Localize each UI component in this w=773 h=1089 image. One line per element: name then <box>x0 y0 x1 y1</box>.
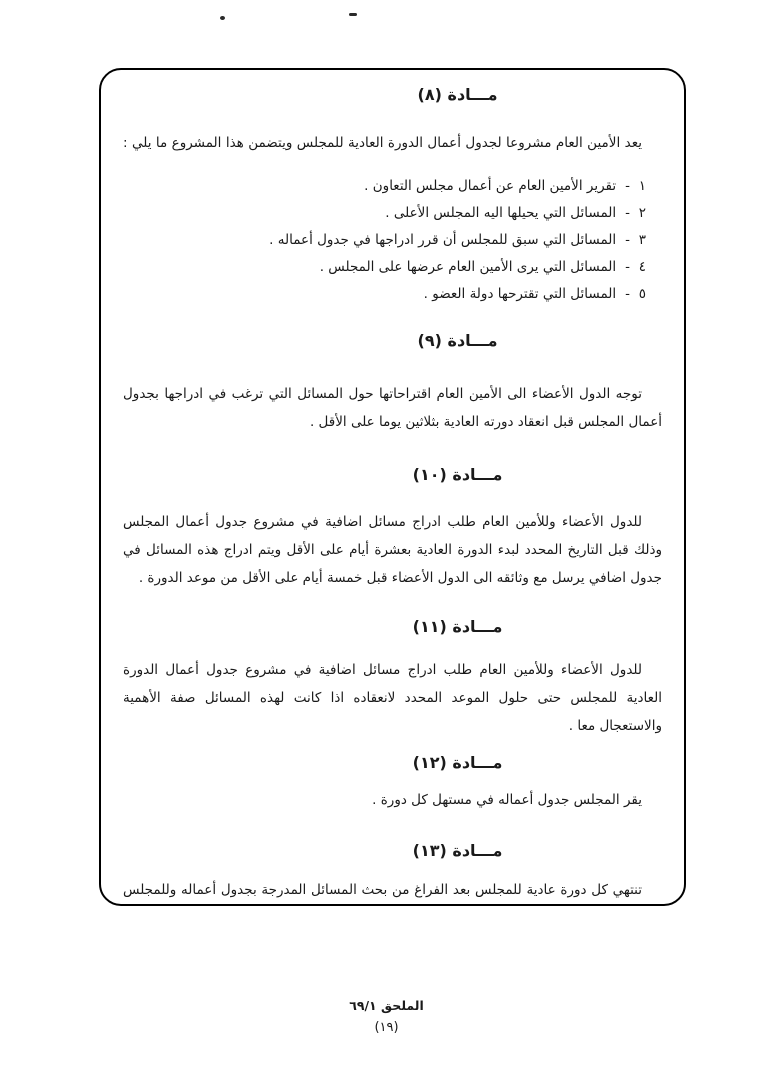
article-10-heading: مـــادة (١٠) <box>412 465 503 484</box>
article-9-body <box>123 380 662 436</box>
item-dash: - <box>625 232 630 248</box>
list-item-4 <box>123 254 646 281</box>
article-12-body <box>123 786 662 814</box>
item-text: المسائل التي تقترحها دولة العضو . <box>423 286 617 302</box>
item-text: المسائل التي سبق للمجلس أن قرر ادراجها في جدول أعماله . <box>269 232 617 248</box>
article-13-heading: مـــادة (١٣) <box>412 841 503 860</box>
item-number: ٤ <box>638 259 646 275</box>
item-text: تقرير الأمين العام عن أعمال مجلس التعاون . <box>364 178 617 194</box>
item-number: ٢ <box>638 205 646 221</box>
article-11-body <box>123 656 662 740</box>
article-8-intro: يعد الأمين العام مشروعا لجدول أعمال الدورة العادية للمجلس ويتضمن هذا المشروع ما يلي : <box>123 135 642 151</box>
list-item-1 <box>123 173 646 200</box>
article-10-line-2: وذلك قبل التاريخ المحدد لبدء الدورة العادية بعشرة أيام على الأقل ويتم ادراج هذه المسائل في <box>123 542 662 558</box>
article-10-line-1: للدول الأعضاء وللأمين العام طلب ادراج مسائل اضافية في مشروع جدول أعمال المجلس <box>123 514 642 530</box>
scan-artifact <box>220 16 225 20</box>
article-13-body <box>123 876 662 904</box>
item-number: ٥ <box>638 286 646 302</box>
list-item-2 <box>123 200 646 227</box>
item-dash: - <box>625 259 630 275</box>
item-text: المسائل التي يحيلها اليه المجلس الأعلى . <box>385 205 617 221</box>
article-11-line-1: للدول الأعضاء وللأمين العام طلب ادراج مسائل اضافية في مشروع جدول أعمال الدورة <box>123 662 642 678</box>
article-9-line-2: أعمال المجلس قبل انعقاد دورته العادية بثلاثين يوما على الأقل . <box>309 414 662 430</box>
article-11-line-2: العادية للمجلس حتى حلول الموعد المحدد لانعقاده اذا كانت لهذه المسائل صفة الأهمية <box>123 690 662 706</box>
appendix-reference: الملحق ٦٩/١ <box>349 998 424 1013</box>
article-10-body <box>123 508 662 592</box>
item-dash: - <box>625 286 630 302</box>
article-9-line-1: توجه الدول الأعضاء الى الأمين العام اقتراحاتها حول المسائل التي ترغب في ادراجها بجدول <box>123 386 642 402</box>
article-12-line-1: يقر المجلس جدول أعماله في مستهل كل دورة . <box>372 792 642 808</box>
page-number: (١٩) <box>374 1020 399 1035</box>
item-dash: - <box>625 178 630 194</box>
item-number: ٣ <box>638 232 646 248</box>
article-8-heading: مـــادة (٨) <box>417 85 498 104</box>
list-item-5 <box>123 281 646 308</box>
item-dash: - <box>625 205 630 221</box>
list-item-3 <box>123 227 646 254</box>
article-12-heading: مـــادة (١٢) <box>412 753 503 772</box>
item-number: ١ <box>638 178 646 194</box>
article-11-line-3: والاستعجال معا . <box>568 718 662 734</box>
article-13-line-1: تنتهي كل دورة عادية للمجلس بعد الفراغ من بحث المسائل المدرجة بجدول أعماله وللمجلس <box>123 882 642 898</box>
scan-artifact <box>349 13 357 16</box>
article-11-heading: مـــادة (١١) <box>412 617 503 636</box>
document-border-frame <box>99 68 686 906</box>
item-text: المسائل التي يرى الأمين العام عرضها على المجلس . <box>319 259 617 275</box>
article-9-heading: مـــادة (٩) <box>417 331 498 350</box>
article-10-line-3: جدول اضافي يرسل مع وثائقه الى الدول الأعضاء قبل خمسة أيام على الأقل من موعد الدورة . <box>138 570 662 586</box>
article-8-list <box>123 173 662 308</box>
